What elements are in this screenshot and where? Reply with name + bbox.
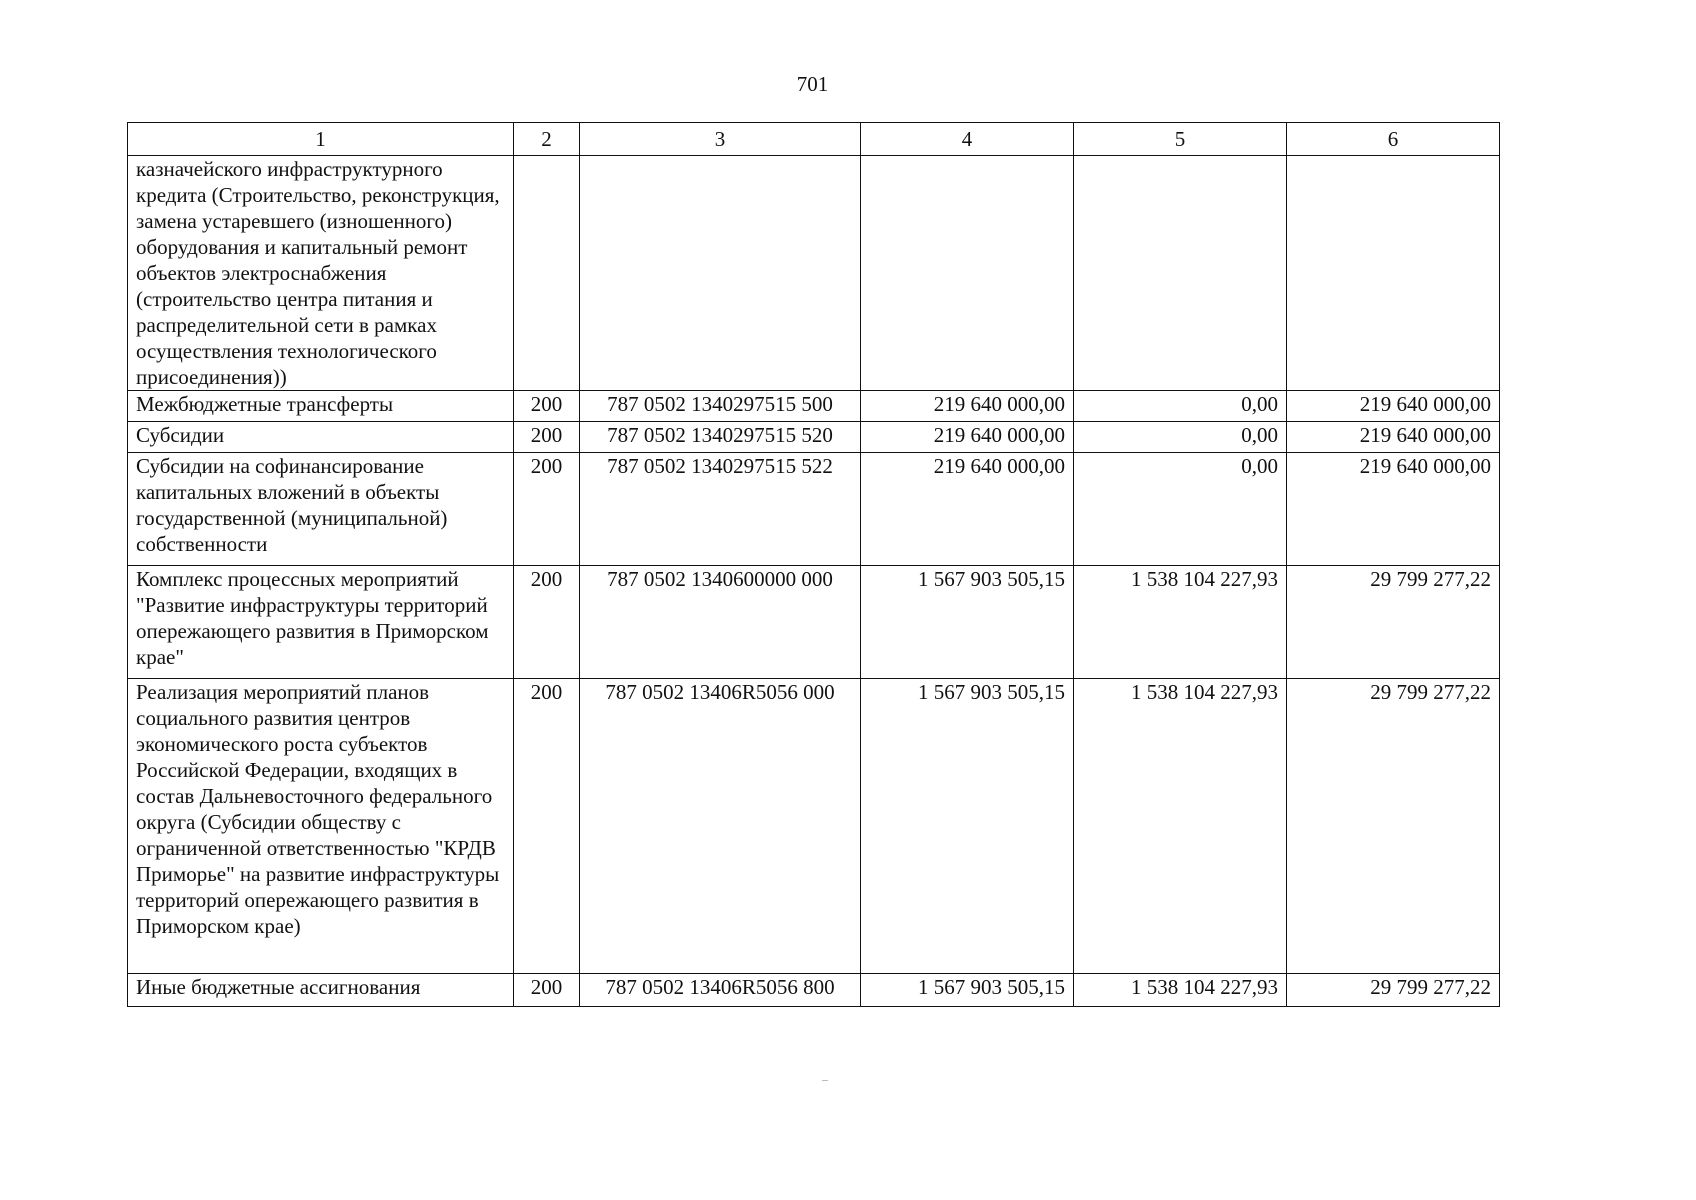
row-value-4: 1 567 903 505,15 <box>861 566 1074 679</box>
row-name: Иные бюджетные ассигнования <box>128 974 514 1007</box>
row-value-4: 219 640 000,00 <box>861 391 1074 422</box>
row-value-4 <box>861 156 1074 391</box>
row-value-5 <box>1074 156 1287 391</box>
row-code: 787 0502 1340600000 000 <box>580 566 861 679</box>
row-value-6: 219 640 000,00 <box>1287 453 1500 566</box>
table-row <box>128 422 1500 453</box>
row-value-6 <box>1287 156 1500 391</box>
row-value-6: 29 799 277,22 <box>1287 566 1500 679</box>
row-section: 200 <box>514 391 580 422</box>
row-code: 787 0502 1340297515 520 <box>580 422 861 453</box>
row-value-4: 219 640 000,00 <box>861 422 1074 453</box>
row-section: 200 <box>514 566 580 679</box>
budget-table <box>127 122 1500 1007</box>
row-section: 200 <box>514 974 580 1007</box>
column-header-1: 1 <box>128 123 514 156</box>
table-row <box>128 453 1500 566</box>
header-row <box>128 123 1500 156</box>
row-value-6: 29 799 277,22 <box>1287 974 1500 1007</box>
row-name: Межбюджетные трансферты <box>128 391 514 422</box>
row-value-6: 219 640 000,00 <box>1287 391 1500 422</box>
row-value-4: 219 640 000,00 <box>861 453 1074 566</box>
table-row <box>128 566 1500 679</box>
row-code: 787 0502 1340297515 500 <box>580 391 861 422</box>
column-header-3: 3 <box>580 123 861 156</box>
row-value-5: 1 538 104 227,93 <box>1074 679 1287 974</box>
column-header-5: 5 <box>1074 123 1287 156</box>
column-header-2: 2 <box>514 123 580 156</box>
row-name: Комплекс процессных мероприятий "Развитие инфраструктуры территорий опережающего развития в Приморском крае" <box>128 566 514 679</box>
row-name: казначейского инфраструктурного кредита (Строительство, реконструкция, замена устаревшего (изношенного) оборудования и капитальный ремонт объектов электроснабжения (строительство центра питания и распределительной сети в рамках осуществления технологического присоединения)) <box>128 156 514 391</box>
row-value-6: 29 799 277,22 <box>1287 679 1500 974</box>
row-code <box>580 156 861 391</box>
table-row <box>128 679 1500 974</box>
row-value-4: 1 567 903 505,15 <box>861 974 1074 1007</box>
table-row <box>128 156 1500 391</box>
row-name: Реализация мероприятий планов социального развития центров экономического роста субъектов Российской Федерации, входящих в состав Дальневосточного федерального округа (Субсидии обществу с ограниченной ответственностью "КРДВ Приморье" на развитие инфраструктуры территорий опережающего развития в Приморском крае) <box>128 679 514 974</box>
row-code: 787 0502 1340297515 522 <box>580 453 861 566</box>
row-section: 200 <box>514 453 580 566</box>
row-name: Субсидии <box>128 422 514 453</box>
table-body <box>128 156 1500 1007</box>
row-section: 200 <box>514 679 580 974</box>
column-header-6: 6 <box>1287 123 1500 156</box>
row-value-4: 1 567 903 505,15 <box>861 679 1074 974</box>
row-value-5: 1 538 104 227,93 <box>1074 974 1287 1007</box>
page-number: 701 <box>796 72 829 96</box>
column-header-4: 4 <box>861 123 1074 156</box>
row-name: Субсидии на софинансирование капитальных вложений в объекты государственной (муниципальной) собственности <box>128 453 514 566</box>
row-value-5: 0,00 <box>1074 422 1287 453</box>
table-header <box>128 123 1500 156</box>
row-code: 787 0502 13406R5056 000 <box>580 679 861 974</box>
table-row <box>128 974 1500 1007</box>
row-value-5: 0,00 <box>1074 453 1287 566</box>
row-value-6: 219 640 000,00 <box>1287 422 1500 453</box>
row-value-5: 0,00 <box>1074 391 1287 422</box>
row-value-5: 1 538 104 227,93 <box>1074 566 1287 679</box>
table-row <box>128 391 1500 422</box>
row-code: 787 0502 13406R5056 800 <box>580 974 861 1007</box>
scan-artifact <box>822 1080 828 1081</box>
row-section: 200 <box>514 422 580 453</box>
row-section <box>514 156 580 391</box>
